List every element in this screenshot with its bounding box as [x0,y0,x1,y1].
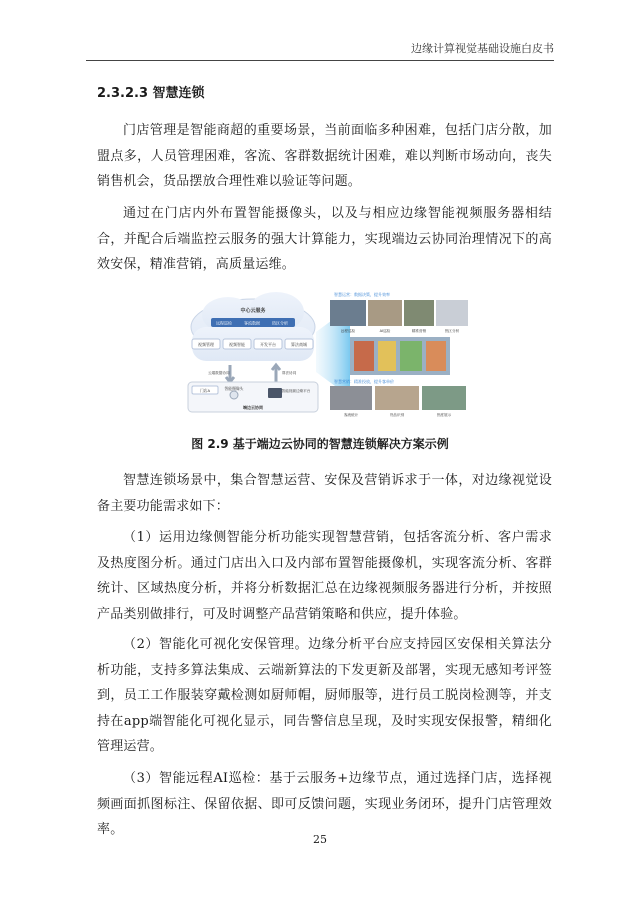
section-heading: 2.3.2.3 智慧连锁 [97,86,205,101]
solution-diagram [178,287,470,419]
server-icon [268,388,282,398]
cloud-row2-item: 视频管理 [198,342,214,347]
cloud-row1-item: 远程巡检 [216,320,232,326]
left-arrow-label: 云端数据协同 [208,371,230,375]
paragraph-requirements-intro: 智慧连锁场景中，集合智慧运营、安保及营销诉求于一体，对边缘视觉设备主要功能需求如下： [97,473,552,514]
camera-icon [230,391,238,399]
paragraph-smart-marketing: （1）运用边缘侧智能分析功能实现智慧营销，包括客流分析、客户需求及热度图分析。通过门店出入口及内部布置智能摄像机，实现客流分析、客群统计、区域热度分析，并将分析数据汇总在边缘视频服务器进行分析，并按照产品类别做排行，可及时调整产品营销策略和供应，提升体验。 [97,530,552,622]
top-panel-title: 智慧运营：数据决策，提升效率 [334,292,390,297]
running-header: 边缘计算视觉基础设施白皮书 [411,42,554,55]
paragraph-security-management: （2）智能化可视化安保管理。边缘分析平台应支持园区安保相关算法分析功能，支持多算法集成、云端新算法的下发更新及部署，实现无感知考评签到，员工工作服装穿戴检测如厨师帽，厨师服等，进行员工脱岗检测等，并支持在app端智能化可视化显示，同告警信息呈现，及时实现安保报警，精细化管理运营。 [97,637,552,754]
bottom-panel-label: 客流统计 [343,413,359,417]
solution-diagram-svg [178,287,470,419]
cloud-row1-item: 热区分析 [272,320,288,326]
edge-item: 门店A [199,387,211,393]
cloud-row2-item: 开发平台 [260,342,276,347]
paragraph-solution-overview: 通过在门店内外布置智能摄像头，以及与相应边缘智能视频服务器相结合，并配合后端监控云服务的强大计算能力，实现端边云协同治理情况下的高效安保，精准营销，高质量运维。 [97,206,552,272]
cloud-row1-item: 客流数据 [244,320,260,326]
top-panel-label: 远程巡检 [340,329,356,333]
cloud-title: 中心云服务 [240,308,266,314]
edge-item: 智能视频边缘平台 [281,388,311,393]
bottom-panel-label: 货品识别 [389,413,405,417]
edge-title: 端边云协同 [243,405,263,410]
cloud-row2-item: 视频智能 [229,342,245,347]
top-panel-label: 精准营销 [411,329,427,333]
bottom-panel-label: 热度展示 [436,413,452,417]
paragraph-store-challenges: 门店管理是智能商超的重要场景，当前面临多种困难，包括门店分散，加盟点多，人员管理困难，客流、客群数据统计困难，难以判断市场动向，丧失销售机会，货品摆放合理性难以验证等问题。 [97,123,552,189]
figure-caption: 图 2.9 基于端边云协同的智慧连锁解决方案示例 [191,437,449,451]
edge-item: 智能摄像头 [224,386,244,391]
top-panel-label: AI巡检 [379,329,391,333]
sync-arrows [226,365,280,382]
page-number: 25 [313,833,327,846]
bottom-panel-images [330,386,466,410]
header-divider [86,60,554,61]
top-panel-label: 热区分析 [444,329,460,333]
right-arrow-label: 算法协同 [282,371,297,375]
cloud-row2-item: 算法商城 [291,342,307,347]
paragraph-remote-inspection: （3）智能远程AI巡检：基于云服务+边缘节点，通过选择门店，选择视频画面抓图标注、保留依据、即可反馈问题，实现业务闭环，提升门店管理效率。 [97,771,552,837]
bottom-panel-title: 智慧营销：精准投放，提升客单价 [334,379,394,384]
top-panel-images [330,300,468,326]
